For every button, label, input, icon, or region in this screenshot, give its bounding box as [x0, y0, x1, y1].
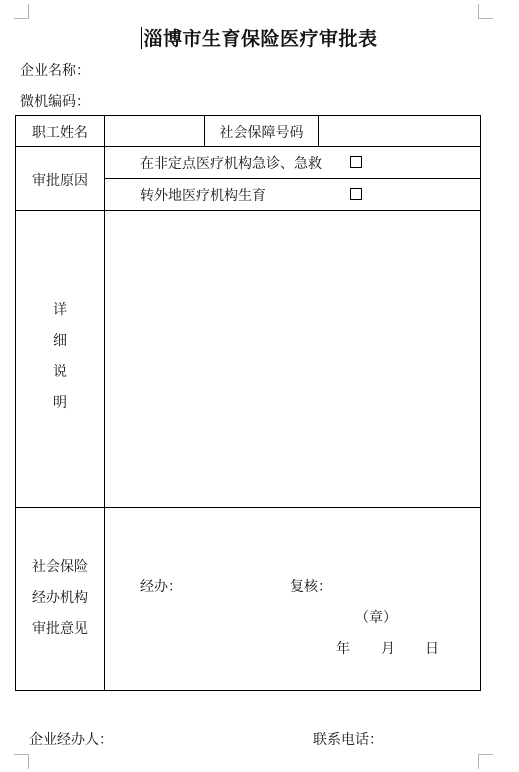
- social-security-no-label: 社会保障号码: [219, 125, 304, 141]
- reason-option-label: 在非定点医疗机构急诊、急救: [140, 156, 322, 172]
- table-border-bottom: [15, 690, 481, 691]
- opinion-label: [16, 552, 104, 645]
- page-corner-mark: [478, 754, 493, 769]
- reason-out-of-town-checkbox[interactable]: [350, 188, 362, 200]
- details-label-char: 细: [53, 333, 67, 349]
- computer-code-label: 微机编码：: [20, 94, 90, 110]
- table-row-divider: [15, 146, 481, 147]
- seal-label: （章）: [355, 610, 397, 626]
- reviewer-label: 复核：: [290, 579, 332, 595]
- reason-option-label: 转外地医疗机构生育: [140, 188, 266, 204]
- table-row-divider: [104, 178, 481, 179]
- page-corner-mark: [14, 4, 29, 19]
- date-day-label: 日: [425, 641, 439, 657]
- table-row-divider: [15, 507, 481, 508]
- details-label-char: 明: [53, 395, 67, 411]
- page-corner-mark: [478, 4, 493, 19]
- reason-emergency-checkbox[interactable]: [350, 156, 362, 168]
- document-title-text: 淄博市生育保险医疗审批表: [143, 28, 378, 50]
- opinion-label-line: 审批意见: [32, 621, 88, 637]
- opinion-label-line: 经办机构: [32, 590, 88, 606]
- details-field[interactable]: [105, 211, 480, 507]
- employee-name-label: 职工姓名: [32, 125, 88, 141]
- opinion-label-line: 社会保险: [32, 559, 88, 575]
- details-label-char: 说: [53, 364, 67, 380]
- enterprise-handler-label: 企业经办人：: [29, 732, 113, 748]
- details-label: [16, 295, 104, 419]
- date-month-label: 月: [381, 641, 395, 657]
- date-year-label: 年: [336, 641, 350, 657]
- table-border-right: [480, 115, 481, 691]
- approval-reason-label: 审批原因: [32, 173, 88, 189]
- contact-phone-label: 联系电话：: [313, 732, 383, 748]
- document-title: [0, 24, 519, 51]
- employee-name-field[interactable]: [105, 116, 204, 146]
- handler-label: 经办：: [140, 579, 182, 595]
- details-label-char: 详: [53, 302, 67, 318]
- social-security-no-field[interactable]: [319, 116, 480, 146]
- enterprise-name-label: 企业名称：: [20, 63, 90, 79]
- page-corner-mark: [14, 754, 29, 769]
